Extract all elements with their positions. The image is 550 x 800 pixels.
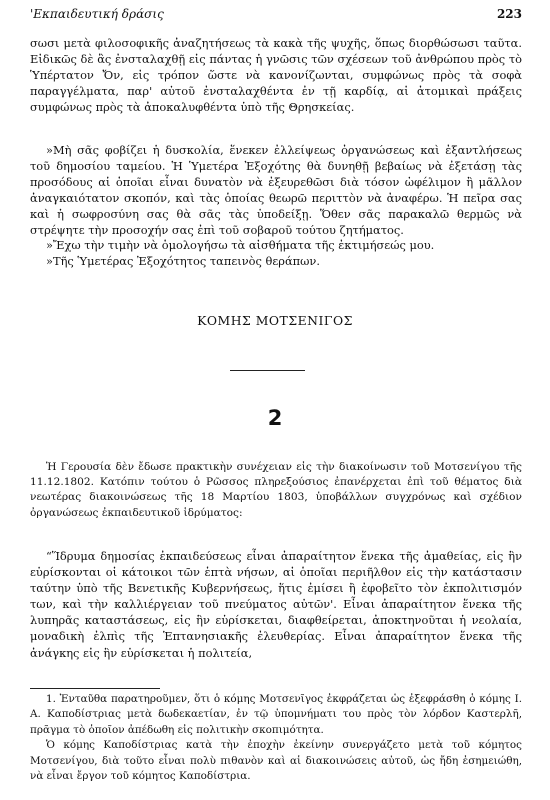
footnote-divider xyxy=(30,688,160,689)
letter-signature: ΚΟΜΗΣ ΜΟΤΣΕΝΙΓΟΣ xyxy=(197,313,353,328)
document-number: 2 xyxy=(267,406,283,430)
section-divider xyxy=(230,370,305,371)
document-body xyxy=(30,548,522,661)
running-head-title: 'Εκπαιδευτική δράσις xyxy=(30,7,164,21)
letter-paragraph-4: »Τῆς Ὑμετέρας Ἐξοχότητος ταπεινὸς θεράπων. xyxy=(46,254,320,269)
footnote-1: 1. Ἐνταῦθα παρατηροῦμεν, ὅτι ὁ κόμης Μοτσενῖγος ἐκφράζεται ὡς ἐξεφράσθη ὁ κόμης Ι. Α. Καποδίστριας μετὰ δωδεκαετίαν, ἐν τῷ ὑπομνήματι του πρὸς τὸν λόρδον Καστερλῆ, πρᾶγμα τὸ ὁποῖον ἀπέδωθη εἰς πολιτικὴν σκοπιμότητα. xyxy=(30,693,522,736)
footnotes xyxy=(30,692,522,784)
document-intro xyxy=(30,460,522,521)
intro-text: Ἡ Γερουσία δὲν ἔδωσε πρακτικὴν συνέχειαν εἰς τὴν διακοίνωσιν τοῦ Μοτσενίγου τῆς 11.12.1802. Κατόπιν τούτου ὁ Ρῶσσος πληρεξούσιος ἐπανέρχεται ἐπὶ τοῦ θέματος διὰ νεωτέρας διακοινώσεως τῆς 18 Μαρτίου 1803, ὑποβάλλων συγχρόνως καὶ σχέδιον ὀργανώσεως ἐκπαιδευτικοῦ ἱδρύματος: xyxy=(30,461,522,519)
footnote-2: Ὁ κόμης Καποδίστριας κατὰ τὴν ἐποχὴν ἐκείνην συνεργάζετο μετὰ τοῦ κόμητος Μοτσενίγου, διὰ τοῦτο εἶναι πολὺ πιθανὸν καὶ αἱ διακοινώσεις αὐτοῦ, ὡς ἤδη ἐσημειώθη, νὰ εἶναι ἔργον τοῦ κόμητος Καποδίστρια. xyxy=(30,739,522,783)
letter-paragraph-1 xyxy=(30,36,522,116)
running-head xyxy=(30,6,522,22)
body-text: “Ἵδρυμα δημοσίας ἐκπαιδεύσεως εἶναι ἀπαραίτητον ἕνεκα τῆς ἀμαθείας, εἰς ἣν εὑρίσκονται οἱ κάτοικοι τῶν ἑπτὰ νήσων, αἱ ὁποῖαι περιῆλθον εἰς τὴν κατάστασιν ταύτην ὑπὸ τῆς Βενετικῆς Κυβερνήσεως, ἥτις ἐμίσει ἢ ἐφοβεῖτο τὸν ἐκπολιτισμόν των, καὶ τὴν καλλιέργειαν τοῦ πνεύματος αὐτῶν'. Εἶναι ἀπαραίτητον ἕνεκα τῆς λυπηρᾶς καταστάσεως, εἰς ἣν εὑρίσκεται, διαφθείρεται, ἀποκτηνοῦται ἡ νεολαία, μοναδικὴ ἐλπὶς τῆς Ἑπτανησιακῆς ἐλευθερίας. Εἶναι ἀπαραίτητον ἕνεκα τῆς ἀνάγκης εἰς ἣν εὑρίσκεται ἡ πολιτεία, xyxy=(30,549,522,660)
letter-paragraph-3: »Ἔχω τὴν τιμὴν νὰ ὁμολογήσω τὰ αἰσθήματα τῆς ἐκτιμήσεώς μου. xyxy=(46,238,435,253)
letter-paragraph-2: »Μὴ σᾶς φοβίζει ἡ δυσκολία, ἕνεκεν ἐλλείψεως ὀργανώσεως καὶ ἐξαντλήσεως τοῦ δημοσίου ταμείου. Ἡ Ὑμετέρα Ἐξοχότης θὰ δυνηθῇ βεβαίως νὰ ἐξετάσῃ τὰς προσόδους αἱ ὁποῖαι εἶναι δυνατὸν νὰ ἐξευρεθῶσι διὰ τόσον ὠφέλιμον ἢ μᾶλλον ἀναγκαιότατον σκοπόν, καὶ τὰς ὁποίας θεωρῶ περιττὸν νὰ ἀναφέρω. Ἡ πεῖρα σας καὶ ἡ σωφροσύνη σας θὰ σᾶς τὰς ὑποδείξῃ. Ὅθεν σᾶς παρακαλῶ θερμῶς νὰ στρέψητε τὴν προσοχήν σας ἐπὶ τοῦ σοβαροῦ τούτου ζητήματος. xyxy=(30,143,522,237)
letter-text: σωσι μετὰ φιλοσοφικῆς ἀναζητήσεως τὰ κακὰ τῆς ψυχῆς, ὅπως διορθώσωσι ταῦτα. Εἰδικῶς δὲ ἂς ἐνσταλαχθῇ εἰς πάντας ἡ γνῶσις τῶν σχέσεων τοῦ ἀνθρώπου πρὸς τὸ Ὑπέρτατον Ὄν, εἰς τρόπον ὥστε νὰ κανονίζωνται, συμφώνως πρὸς τὰ σοφὰ παραγγέλματα, παρ' αὐτοῦ ἐνσταλαχθέντα ἐν τῇ καρδίᾳ, αἱ ἀτομικαὶ πράξεις συμφώνως πρὸς τὰ ἀποκαλυφθέντα ὑπὸ τῆς Θρησκείας. xyxy=(30,36,522,114)
letter-closing-paragraphs xyxy=(30,143,522,270)
page-number: 223 xyxy=(496,7,522,21)
